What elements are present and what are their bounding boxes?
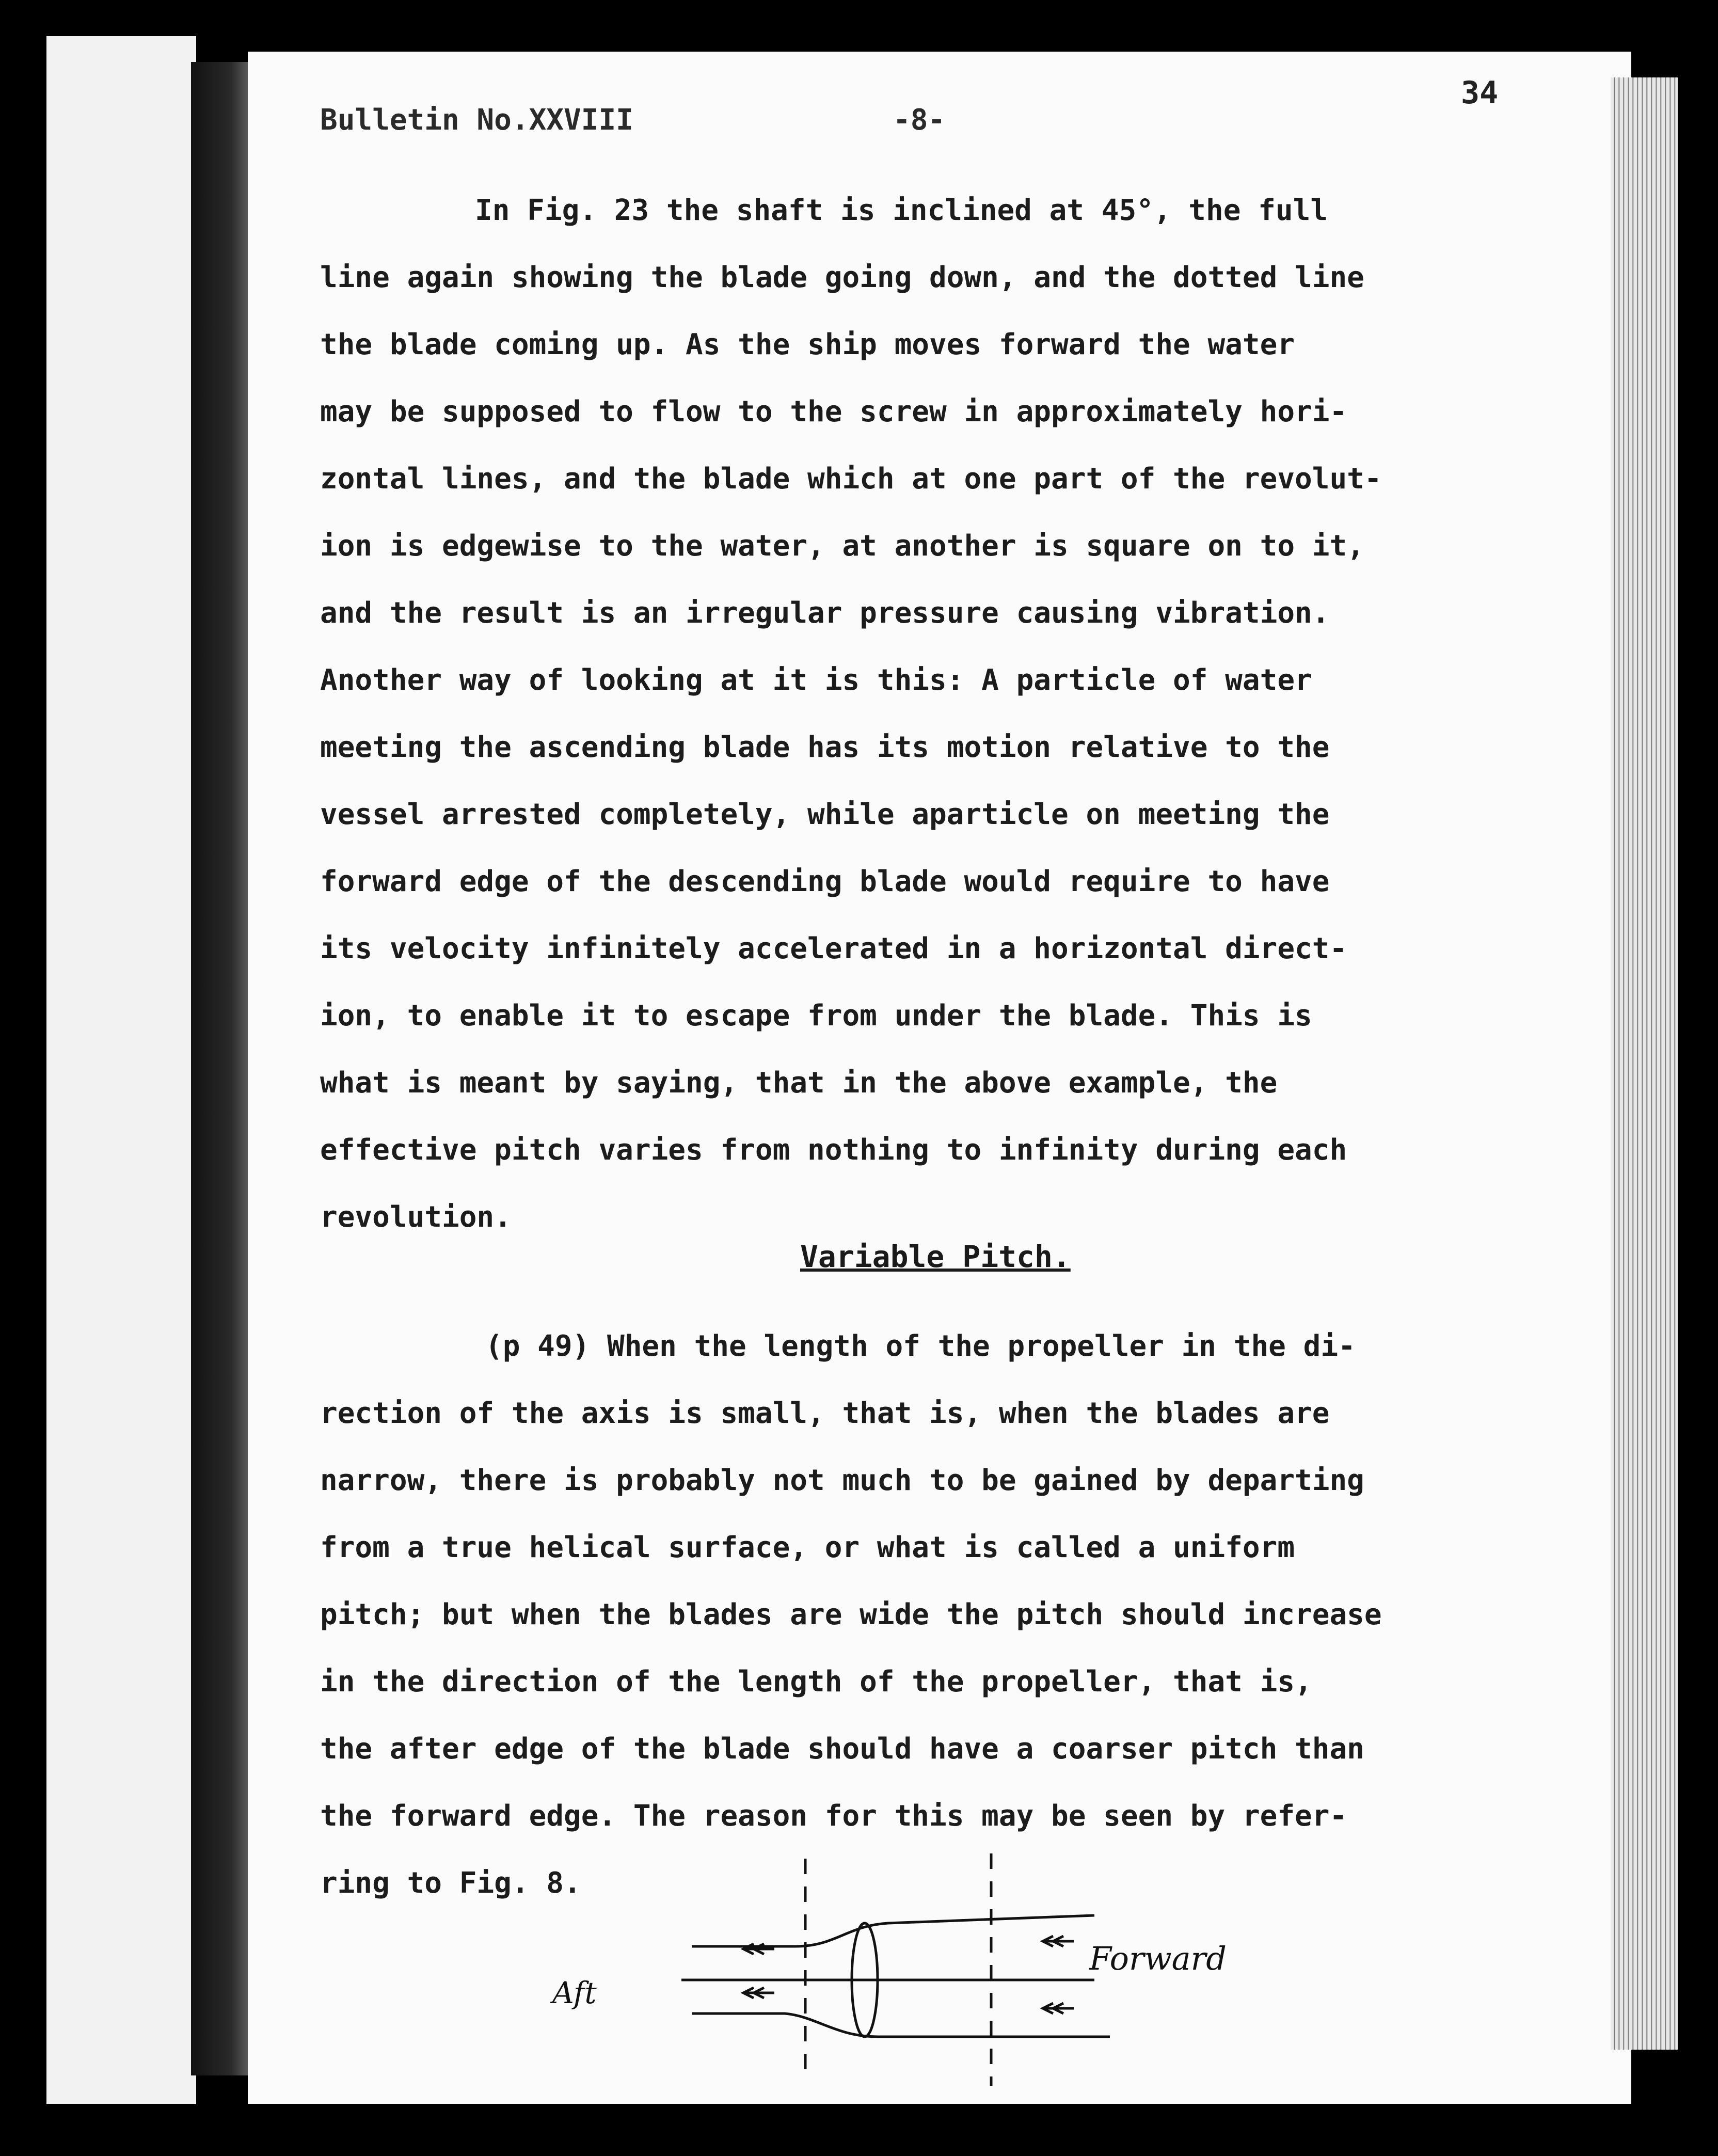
text-line: effective pitch varies from nothing to infinity during each bbox=[320, 1133, 1347, 1167]
text-line: ion, to enable it to escape from under the blade. This is bbox=[320, 999, 1312, 1033]
page-edges bbox=[1611, 77, 1678, 2050]
bulletin-number: Bulletin No.XXVIII bbox=[320, 103, 633, 137]
text-line: ion is edgewise to the water, at another is square on to it, bbox=[320, 529, 1364, 563]
lower-streamline bbox=[692, 2014, 1110, 2037]
text-line: line again showing the blade going down, and the dotted line bbox=[320, 261, 1364, 294]
text-line: and the result is an irregular pressure causing vibration. bbox=[320, 596, 1330, 630]
text-line: In Fig. 23 the shaft is inclined at 45°, the full bbox=[475, 194, 1328, 227]
text-line: the after edge of the blade should have a coarser pitch than bbox=[320, 1732, 1364, 1766]
page-header bbox=[320, 103, 946, 137]
upper-streamline bbox=[692, 1915, 1094, 1946]
text-line: ring to Fig. 8. bbox=[320, 1866, 581, 1900]
section-heading: Variable Pitch. bbox=[800, 1239, 1071, 1274]
text-line: (p 49) When the length of the propeller in the di- bbox=[485, 1329, 1356, 1363]
text-line: from a true helical surface, or what is called a uniform bbox=[320, 1531, 1295, 1564]
text-line: in the direction of the length of the propeller, that is, bbox=[320, 1665, 1312, 1699]
text-line: what is meant by saying, that in the above example, the bbox=[320, 1066, 1278, 1100]
text-line: narrow, there is probably not much to be gained by departing bbox=[320, 1464, 1364, 1497]
text-line: pitch; but when the blades are wide the pitch should increase bbox=[320, 1598, 1382, 1631]
arrow-icon bbox=[1043, 1936, 1074, 1946]
text-line: rection of the axis is small, that is, when the blades are bbox=[320, 1397, 1330, 1430]
text-line: revolution. bbox=[320, 1200, 512, 1234]
left-page-margin bbox=[46, 36, 196, 2104]
text-line: its velocity infinitely accelerated in a horizontal direct- bbox=[320, 932, 1347, 965]
text-line: zontal lines, and the blade which at one part of the revolut- bbox=[320, 462, 1382, 496]
text-line: meeting the ascending blade has its motion relative to the bbox=[320, 731, 1330, 764]
forward-label: Forward bbox=[1089, 1940, 1227, 1977]
text-line: Another way of looking at it is this: A particle of water bbox=[320, 663, 1312, 697]
arrow-icon bbox=[1043, 2003, 1074, 2014]
arrow-icon bbox=[743, 1988, 774, 1998]
text-line: forward edge of the descending blade would require to have bbox=[320, 865, 1330, 898]
text-line: the blade coming up. As the ship moves forward the water bbox=[320, 328, 1295, 361]
aft-label: Aft bbox=[552, 1975, 597, 2010]
text-line: the forward edge. The reason for this may be seen by refer- bbox=[320, 1799, 1347, 1833]
page-number: -8- bbox=[893, 103, 946, 137]
text-line: vessel arrested completely, while aparticle on meeting the bbox=[320, 798, 1330, 831]
folio-stamp: 34 bbox=[1461, 75, 1499, 111]
text-line: may be supposed to flow to the screw in approximately hori- bbox=[320, 395, 1347, 429]
flow-diagram bbox=[527, 1838, 1301, 2106]
